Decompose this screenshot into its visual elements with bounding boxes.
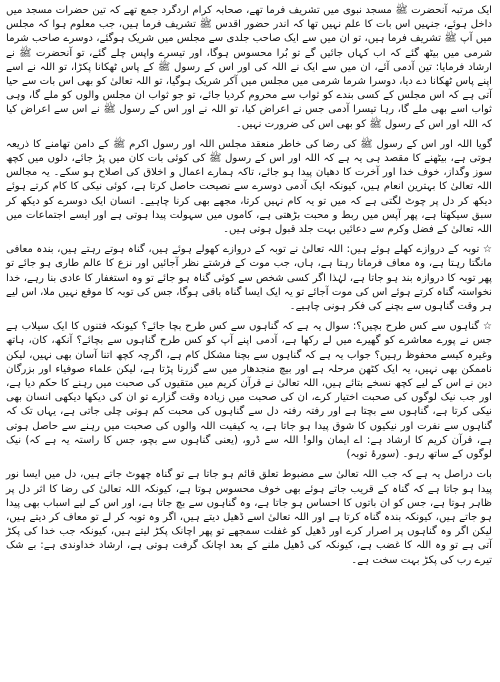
paragraph-avoiding-sins: ☆ گناہوں سے کس طرح بچیں؟: سوال یہ ہے کہ گناہوں سے کس طرح بچا جائے؟ کیونکہ فتنوں کا ایک سیلاب ہے جس نے پورے معاشرے کو گھیرے میں لے رکھا ہے، آدمی اپنے آپ کو کس طرح گناہوں سے بچائے؟ آنکھ، کان، ہاتھ وغیرہ کیسے محفوظ رہیں؟ جواب یہ ہے کہ گناہوں سے بچنا مشکل کام ہے، اگرچہ کچھ اتنا آسان بھی نہیں، لیکن ناممکن بھی نہیں، یہ ایک کٹھن مرحلہ ہے اور بیچ منجدھار میں سے گزرنا پڑتا ہے، لیکن علماء صوفیاء اور بزرگان دین نے اس کے لیے کچھ نسخے بتائے ہیں، اللہ تعالیٰ نے قرآن کریم میں متقیوں کی صحبت میں رہنے کا حکم دیا ہے، اور جب نیک لوگوں کی صحبت اختیار کرے، ان کی صحبت میں زیادہ وقت گزارے تو ان کی دیکھا دیکھی انسان بھی نیکی کرتا ہے، گناہوں سے بچتا ہے اور رفتہ رفتہ دل سے گناہوں کی محبت کم ہوتی چلی جاتی ہے، یہاں تک کہ گناہوں سے نفرت اور نیکیوں کا شوق پیدا ہو جاتا ہے، یہ کیفیت اللہ والوں کی صحبت میں رہنے سے حاصل ہوتی ہے، قرآن کریم کا ارشاد ہے: اے ایمان والو! اللہ سے ڈرو، (یعنی گناہوں سے بچو، جس کا راستہ یہ ہے کہ) نیک لوگوں کے ساتھ رہو۔ (سورۂ توبہ) — [6, 321, 492, 461]
paragraph-hadith-three-men: ایک مرتبہ آنحضرت ﷺ مسجد نبوی میں تشریف فرما تھے، صحابہ کرام اردگرد جمع تھے کہ تین حضرات مسجد میں داخل ہوئے، جنہیں اس بات کا علم نہیں تھا کہ اندر حضور اقدس ﷺ تشریف فرما ہیں، جب معلوم ہوا کہ مجلس میں آپ ﷺ تشریف فرما ہیں، تو ان میں سے ایک صاحب جلدی سے مجلس میں شریک ہوگئے، دوسرے صاحب شرما شرمی میں بیٹھ گئے کہ اب کہاں جائیں گے تو بُرا محسوس ہوگا، اور تیسرے واپس چلے گئے، تو آنحضرت ﷺ نے ارشاد فرمایا: تین آدمی آئے، ان میں سے ایک نے اللہ کی اور اس کے رسول ﷺ کے پاس ٹھکانا پکڑا، تو اللہ نے اسے اپنے پاس ٹھکانا دے دیا، دوسرا شرما شرمی میں مجلس میں آکر شریک ہوگیا، تو اللہ تعالیٰ کو بھی اس بات سے حیا آتی ہے کہ اس مجلس کے کسی بندے کو ثواب سے محروم کردیا جائے، تو جو ثواب ان مجلس والوں کو ملے گا، وہی ثواب اسے بھی ملے گا، رہا تیسرا آدمی جس نے اعراض کیا، تو اللہ نے اور اس کے رسول ﷺ نے اس سے اعراض کیا کہ اللہ اور اس کے رسول ﷺ کو بھی اس کی ضرورت نہیں۔ — [6, 5, 492, 130]
paragraph-relationship-with-allah: بات دراصل یہ ہے کہ جب اللہ تعالیٰ سے مضبوط تعلق قائم ہو جاتا ہے تو گناہ چھوٹ جاتے ہیں، دل میں ایسا نور پیدا ہو جاتا ہے کہ گناہ کے قریب جاتے ہوئے بھی خوف محسوس ہوتا ہے، کیونکہ اللہ تعالیٰ کی رضا کا اثر دل پر ظاہر ہوتا ہے، جس کو ان باتوں کا احساس ہو جاتا ہے، وہ گناہوں سے بچ جاتا ہے، اور اس کے لیے اسباب بھی پیدا ہو جاتے ہیں، کیونکہ بندہ گناہ کرتا ہے اور اللہ تعالیٰ اسے ڈھیل دیتے ہیں، اگر وہ توبہ کر لے تو معاف کر دیتے ہیں، لیکن اگر وہ گناہوں پر اصرار کرے اور ڈھیل کو غفلت سمجھے تو پھر اچانک پکڑ لیتے ہیں، کیونکہ جب خدا کی پکڑ آتی ہے تو وہ اللہ کا غضب ہے، کیونکہ کی ڈھیل ملنے کے بعد اچانک گرفت ہوتی ہے، ارشاد خداوندی ہے: بے شک تیرے رب کی پکڑ بہت سخت ہے۔ — [6, 469, 492, 566]
paragraph-gathering-benefits: گویا اللہ اور اس کے رسول ﷺ کی رضا کی خاطر منعقد مجلس اللہ اور رسول اکرم ﷺ کے دامن تھامنے کا ذریعہ ہوتی ہے، بیٹھنے کا مقصد ہی یہ ہے کہ اللہ اور اس کے رسول ﷺ کی کوئی بات کان میں پڑ جائے، دلوں میں کچھ سوز وگداز، خوف خدا اور آخرت کا دھیان پیدا ہو جائے، تاکہ ہمارے اعمال و اخلاق کی اصلاح ہو سکے۔ یہ مجالس اللہ تعالیٰ کا بہترین انعام ہیں، کیونکہ ایک آدمی دوسرے سے نصیحت حاصل کرتا ہے، کوئی نیکی کا کام کرتے ہوئے دیکھ کر دل پر چوٹ لگتی ہے کہ میں تو یہ کام نہیں کرتا، مجھے بھی کرنا چاہیے۔ انسان ایک دوسرے کو دیکھ کر سبق سیکھتا ہے، پھر آپس میں ربط و محبت بڑھتی ہے، کاموں میں سہولت پیدا ہوتی ہے اور ایسے اجتماعات میں اللہ تعالیٰ کے فضل وکرم سے دعائیں بہت جلد قبول ہوتی ہیں۔ — [6, 138, 492, 236]
paragraph-doors-of-repentance: ☆ توبہ کے دروازے کھلے ہوئے ہیں: اللہ تعالیٰ نے توبہ کے دروازے کھولے ہوئے ہیں، گناہ ہوتے رہتے ہیں، بندہ معافی مانگتا رہتا ہے، وہ معاف فرماتا رہتا ہے، ہاں، جب موت کے فرشتے نظر آجائیں اور نزع کا عالم طاری ہو جائے تو پھر توبہ کا دروازہ بند ہو جاتا ہے، لہٰذا اگر کسی شخص سے کوئی گناہ ہو جائے تو وہ استغفار کا عادی بنا رہے، خدا نخواستہ گناہ کرتے ہوئے اس کی موت آجائے تو یہ ایک ایسا گناہ باقی ہوگا، جس کی توبہ کا موقع نہیں ملا، اس لیے ہر وقت گناہوں سے بچنے کی فکر ہونی چاہیے۔ — [6, 244, 492, 313]
